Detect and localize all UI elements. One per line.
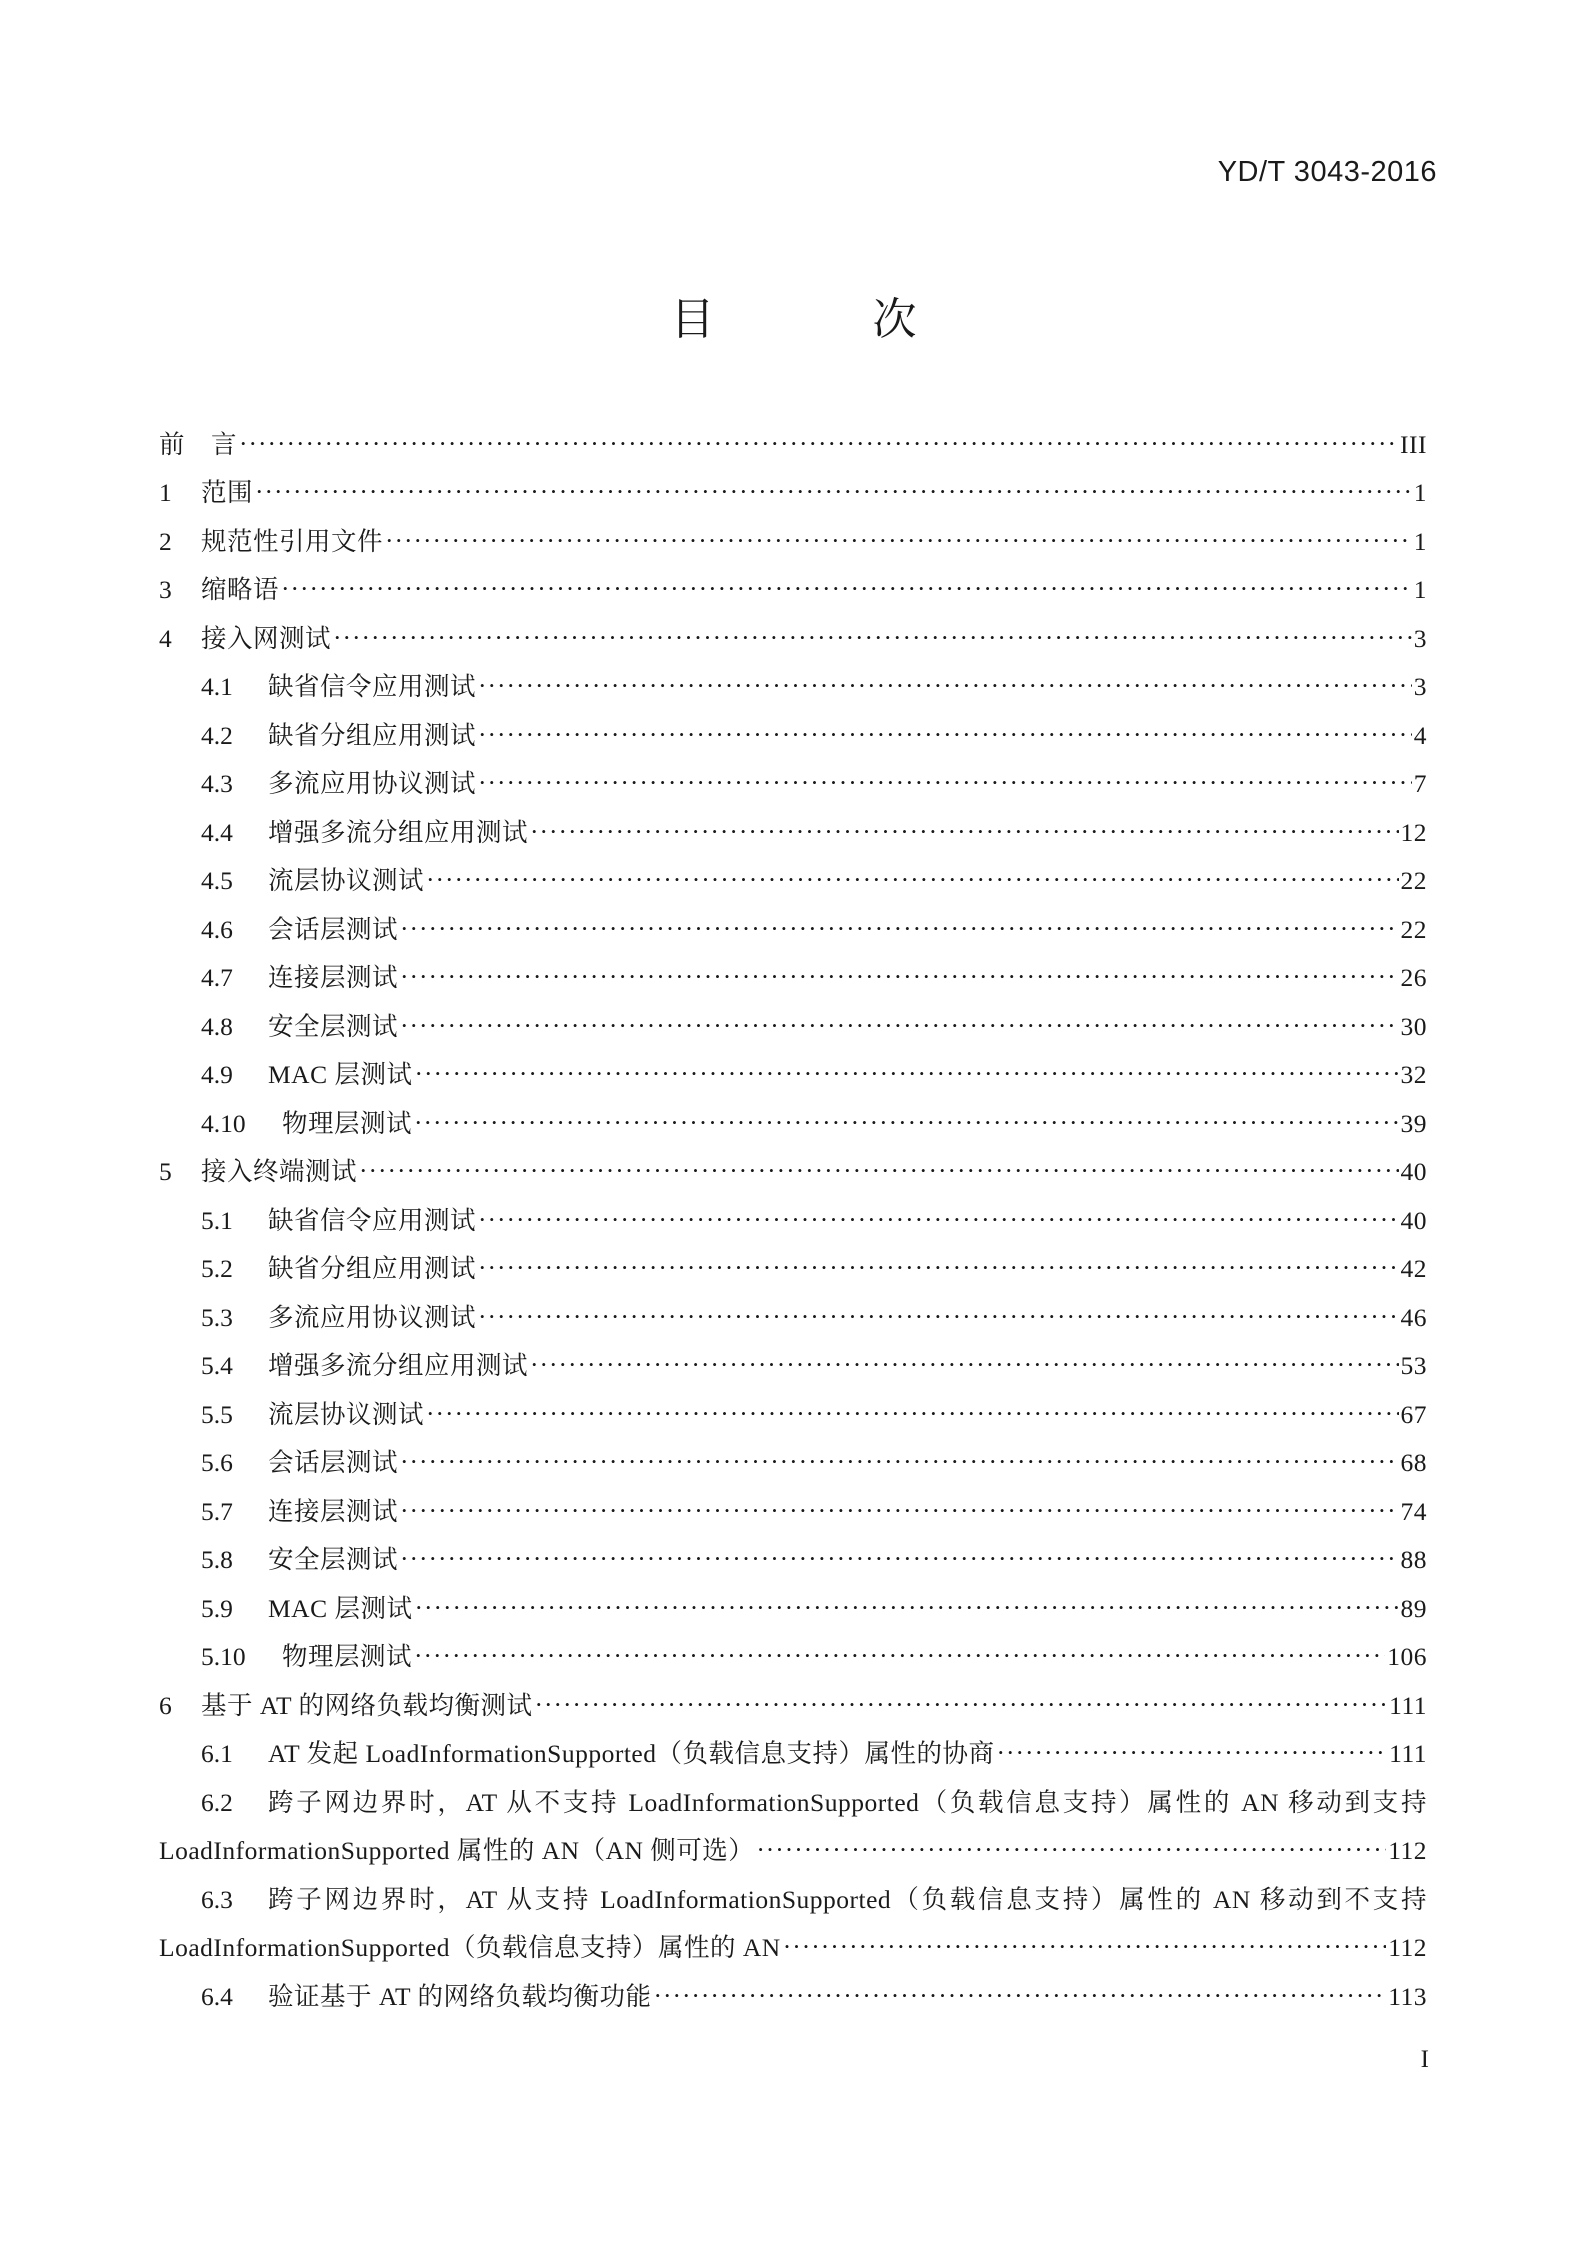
toc-entry-5-1[interactable] bbox=[159, 1196, 1427, 1245]
toc-entry-title-line1: 跨子网边界时，AT 从支持 LoadInformationSupported（负载信息支持）属性的 AN 移动到不支持 bbox=[268, 1884, 1427, 1914]
toc-leader-dots bbox=[426, 867, 1398, 893]
toc-entry-title: 缩略语 bbox=[201, 575, 280, 604]
toc-entry-page: 89 bbox=[1400, 1593, 1427, 1623]
toc-entry-4-7[interactable] bbox=[159, 954, 1427, 1003]
toc-leader-dots bbox=[400, 916, 1398, 942]
toc-entry-number: 3 bbox=[159, 575, 172, 604]
toc-entry-page: 32 bbox=[1400, 1060, 1427, 1089]
toc-entry-page: 22 bbox=[1400, 914, 1427, 944]
toc-entry-title: 验证基于 AT 的网络负载均衡功能 bbox=[268, 1981, 652, 2011]
toc-entry-number: 5.1 bbox=[201, 1205, 233, 1235]
toc-entry-6-2-continued[interactable] bbox=[159, 1827, 1427, 1876]
toc-entry-page: III bbox=[1400, 429, 1427, 459]
toc-leader-dots bbox=[414, 1110, 1398, 1136]
toc-entry-page: 106 bbox=[1387, 1642, 1427, 1671]
toc-entry-page: 111 bbox=[1389, 1739, 1427, 1768]
toc-entry-page: 1 bbox=[1413, 478, 1427, 507]
toc-entry-3[interactable] bbox=[159, 566, 1427, 615]
toc-entry-4-8[interactable] bbox=[159, 1002, 1427, 1051]
toc-entry-title: 安全层测试 bbox=[268, 1545, 399, 1574]
toc-entry-number: 4.2 bbox=[201, 720, 233, 750]
toc-entry-page: 113 bbox=[1388, 1981, 1427, 2011]
toc-entry-title: 多流应用协议测试 bbox=[268, 769, 477, 798]
toc-entry-page: 26 bbox=[1400, 963, 1427, 992]
toc-entry-5-9[interactable] bbox=[159, 1584, 1427, 1633]
toc-entry-page: 1 bbox=[1413, 526, 1427, 556]
toc-entry-5[interactable] bbox=[159, 1148, 1427, 1197]
toc-leader-dots bbox=[400, 964, 1398, 990]
toc-leader-dots bbox=[281, 576, 1412, 602]
toc-entry-6-1[interactable] bbox=[159, 1730, 1427, 1779]
toc-entry-number: 4.1 bbox=[201, 672, 233, 701]
toc-entry-page: 68 bbox=[1400, 1448, 1427, 1477]
toc-entry-page: 53 bbox=[1400, 1351, 1427, 1380]
toc-leader-dots bbox=[400, 1498, 1398, 1524]
toc-entry-number: 1 bbox=[159, 478, 172, 507]
toc-entry-page: 74 bbox=[1400, 1496, 1427, 1526]
toc-leader-dots bbox=[414, 1643, 1385, 1669]
toc-entry-5-2[interactable] bbox=[159, 1245, 1427, 1294]
toc-leader-dots bbox=[255, 479, 1412, 505]
toc-entry-number: 6.3 bbox=[201, 1884, 233, 1914]
toc-entry-title-line1: 跨子网边界时，AT 从不支持 LoadInformationSupported（负载信息支持）属性的 AN 移动到支持 bbox=[268, 1787, 1427, 1817]
toc-entry-page: 4 bbox=[1413, 720, 1427, 750]
toc-entry-number: 4.9 bbox=[201, 1060, 233, 1089]
toc-entry-title: 物理层测试 bbox=[282, 1642, 413, 1671]
toc-entry-number: 5 bbox=[159, 1157, 172, 1186]
toc-entry-5-3[interactable] bbox=[159, 1293, 1427, 1342]
toc-entry-2[interactable] bbox=[159, 517, 1427, 566]
toc-entry-number: 4.3 bbox=[201, 769, 233, 798]
toc-entry-title: 缺省信令应用测试 bbox=[268, 672, 477, 701]
toc-entry-title: 前 言 bbox=[159, 429, 238, 459]
toc-leader-dots bbox=[783, 1934, 1386, 1960]
toc-entry-title: 多流应用协议测试 bbox=[268, 1302, 477, 1332]
toc-entry-title: 规范性引用文件 bbox=[201, 526, 384, 556]
standard-number: YD/T 3043-2016 bbox=[1217, 156, 1437, 188]
toc-leader-dots bbox=[478, 1207, 1398, 1233]
toc-leader-dots bbox=[400, 1449, 1398, 1475]
toc-entry-number: 4.5 bbox=[201, 866, 233, 895]
toc-entry-page: 7 bbox=[1413, 769, 1427, 798]
toc-leader-dots bbox=[426, 1401, 1398, 1427]
toc-entry-title: 安全层测试 bbox=[268, 1011, 399, 1041]
toc-entry-4-5[interactable] bbox=[159, 857, 1427, 906]
toc-entry-title: 缺省信令应用测试 bbox=[268, 1205, 477, 1235]
toc-leader-dots bbox=[530, 1352, 1398, 1378]
toc-entry-6-2[interactable] bbox=[159, 1778, 1427, 1827]
toc-entry-4-10[interactable] bbox=[159, 1099, 1427, 1148]
toc-entry-4-3[interactable] bbox=[159, 760, 1427, 809]
toc-entry-5-4[interactable] bbox=[159, 1342, 1427, 1391]
toc-leader-dots bbox=[530, 819, 1398, 845]
toc-leader-dots bbox=[478, 722, 1412, 748]
toc-entry-4-1[interactable] bbox=[159, 663, 1427, 712]
toc-entry-4-6[interactable] bbox=[159, 905, 1427, 954]
toc-leader-dots bbox=[400, 1013, 1398, 1039]
table-of-contents bbox=[159, 420, 1427, 2021]
toc-leader-dots bbox=[478, 673, 1412, 699]
toc-entry-6-3-continued[interactable] bbox=[159, 1924, 1427, 1973]
toc-leader-dots bbox=[478, 1255, 1398, 1281]
toc-entry-6-4[interactable] bbox=[159, 1972, 1427, 2021]
toc-entry-number: 5.5 bbox=[201, 1399, 233, 1429]
toc-leader-dots bbox=[333, 625, 1412, 651]
toc-entry-5-10[interactable] bbox=[159, 1633, 1427, 1682]
toc-entry-number: 5.8 bbox=[201, 1545, 233, 1574]
toc-entry-title: 连接层测试 bbox=[268, 1496, 399, 1526]
toc-entry-title: 范围 bbox=[201, 478, 254, 507]
toc-entry-number: 5.10 bbox=[201, 1642, 246, 1671]
toc-entry-title: 会话层测试 bbox=[268, 914, 399, 944]
toc-leader-dots bbox=[653, 1983, 1386, 2009]
toc-leader-dots bbox=[414, 1061, 1398, 1087]
toc-entry-title: 缺省分组应用测试 bbox=[268, 720, 477, 750]
page-number: I bbox=[1420, 2046, 1429, 2073]
toc-entry-title: 会话层测试 bbox=[268, 1448, 399, 1477]
toc-leader-dots bbox=[756, 1837, 1386, 1863]
toc-entry-number: 5.6 bbox=[201, 1448, 233, 1477]
toc-entry-page: 40 bbox=[1400, 1157, 1427, 1186]
toc-entry-number: 4.8 bbox=[201, 1011, 233, 1041]
toc-leader-dots bbox=[400, 1546, 1398, 1572]
toc-entry-title: 流层协议测试 bbox=[268, 866, 425, 895]
toc-entry-foreword[interactable] bbox=[159, 420, 1427, 469]
toc-entry-5-5[interactable] bbox=[159, 1390, 1427, 1439]
toc-entry-6[interactable] bbox=[159, 1681, 1427, 1730]
toc-entry-title: 增强多流分组应用测试 bbox=[268, 817, 529, 847]
toc-entry-6-3[interactable] bbox=[159, 1875, 1427, 1924]
toc-entry-number: 4.7 bbox=[201, 963, 233, 992]
toc-entry-number: 6.4 bbox=[201, 1981, 233, 2011]
toc-leader-dots bbox=[239, 431, 1398, 457]
toc-entry-number: 4.4 bbox=[201, 817, 233, 847]
toc-entry-number: 6 bbox=[159, 1690, 172, 1720]
toc-entry-title: 基于 AT 的网络负载均衡测试 bbox=[201, 1690, 533, 1720]
toc-entry-page: 111 bbox=[1389, 1690, 1427, 1720]
toc-entry-page: 12 bbox=[1400, 817, 1427, 847]
page-title: 目 次 bbox=[670, 294, 989, 345]
toc-entry-number: 5.4 bbox=[201, 1351, 233, 1380]
toc-entry-number: 5.7 bbox=[201, 1496, 233, 1526]
toc-entry-page: 42 bbox=[1400, 1254, 1427, 1283]
toc-entry-title-line2: LoadInformationSupported 属性的 AN（AN 侧可选） bbox=[159, 1836, 755, 1865]
toc-entry-title-line2: LoadInformationSupported（负载信息支持）属性的 AN bbox=[159, 1933, 781, 1962]
toc-entry-title: 流层协议测试 bbox=[268, 1399, 425, 1429]
toc-entry-number: 4.6 bbox=[201, 914, 233, 944]
toc-entry-page: 112 bbox=[1388, 1836, 1427, 1865]
toc-entry-number: 6.2 bbox=[201, 1787, 233, 1817]
toc-leader-dots bbox=[385, 528, 1412, 554]
toc-entry-number: 6.1 bbox=[201, 1739, 233, 1768]
toc-entry-page: 30 bbox=[1400, 1011, 1427, 1041]
toc-entry-page: 22 bbox=[1400, 866, 1427, 895]
toc-entry-page: 112 bbox=[1388, 1933, 1427, 1962]
toc-entry-page: 1 bbox=[1413, 575, 1427, 604]
toc-entry-1[interactable] bbox=[159, 469, 1427, 518]
toc-entry-page: 3 bbox=[1413, 623, 1427, 653]
toc-entry-title: 接入终端测试 bbox=[201, 1157, 358, 1186]
toc-entry-4-4[interactable] bbox=[159, 808, 1427, 857]
toc-leader-dots bbox=[359, 1158, 1398, 1184]
toc-leader-dots bbox=[478, 1304, 1398, 1330]
toc-entry-number: 4.10 bbox=[201, 1108, 246, 1138]
toc-entry-4-9[interactable] bbox=[159, 1051, 1427, 1100]
toc-entry-number: 5.9 bbox=[201, 1593, 233, 1623]
toc-entry-title: 缺省分组应用测试 bbox=[268, 1254, 477, 1283]
toc-entry-5-8[interactable] bbox=[159, 1536, 1427, 1585]
toc-entry-number: 2 bbox=[159, 526, 172, 556]
toc-entry-number: 4 bbox=[159, 623, 172, 653]
toc-entry-page: 3 bbox=[1413, 672, 1427, 701]
toc-leader-dots bbox=[996, 1740, 1387, 1766]
toc-entry-4[interactable] bbox=[159, 614, 1427, 663]
toc-entry-title: 连接层测试 bbox=[268, 963, 399, 992]
toc-entry-number: 5.2 bbox=[201, 1254, 233, 1283]
toc-entry-title: 接入网测试 bbox=[201, 623, 332, 653]
toc-leader-dots bbox=[478, 770, 1412, 796]
toc-entry-5-7[interactable] bbox=[159, 1487, 1427, 1536]
toc-entry-title: MAC 层测试 bbox=[268, 1593, 413, 1623]
toc-entry-title: 增强多流分组应用测试 bbox=[268, 1351, 529, 1380]
toc-leader-dots bbox=[414, 1595, 1398, 1621]
toc-entry-page: 67 bbox=[1400, 1399, 1427, 1429]
toc-entry-4-2[interactable] bbox=[159, 711, 1427, 760]
toc-entry-5-6[interactable] bbox=[159, 1439, 1427, 1488]
toc-entry-page: 88 bbox=[1400, 1545, 1427, 1574]
toc-entry-page: 39 bbox=[1400, 1108, 1427, 1138]
toc-leader-dots bbox=[534, 1692, 1387, 1718]
toc-entry-title: 物理层测试 bbox=[282, 1108, 413, 1138]
toc-entry-page: 40 bbox=[1400, 1205, 1427, 1235]
toc-entry-number: 5.3 bbox=[201, 1302, 233, 1332]
toc-entry-title: AT 发起 LoadInformationSupported（负载信息支持）属性的协商 bbox=[268, 1739, 995, 1768]
toc-entry-page: 46 bbox=[1400, 1302, 1427, 1332]
toc-entry-title: MAC 层测试 bbox=[268, 1060, 413, 1089]
